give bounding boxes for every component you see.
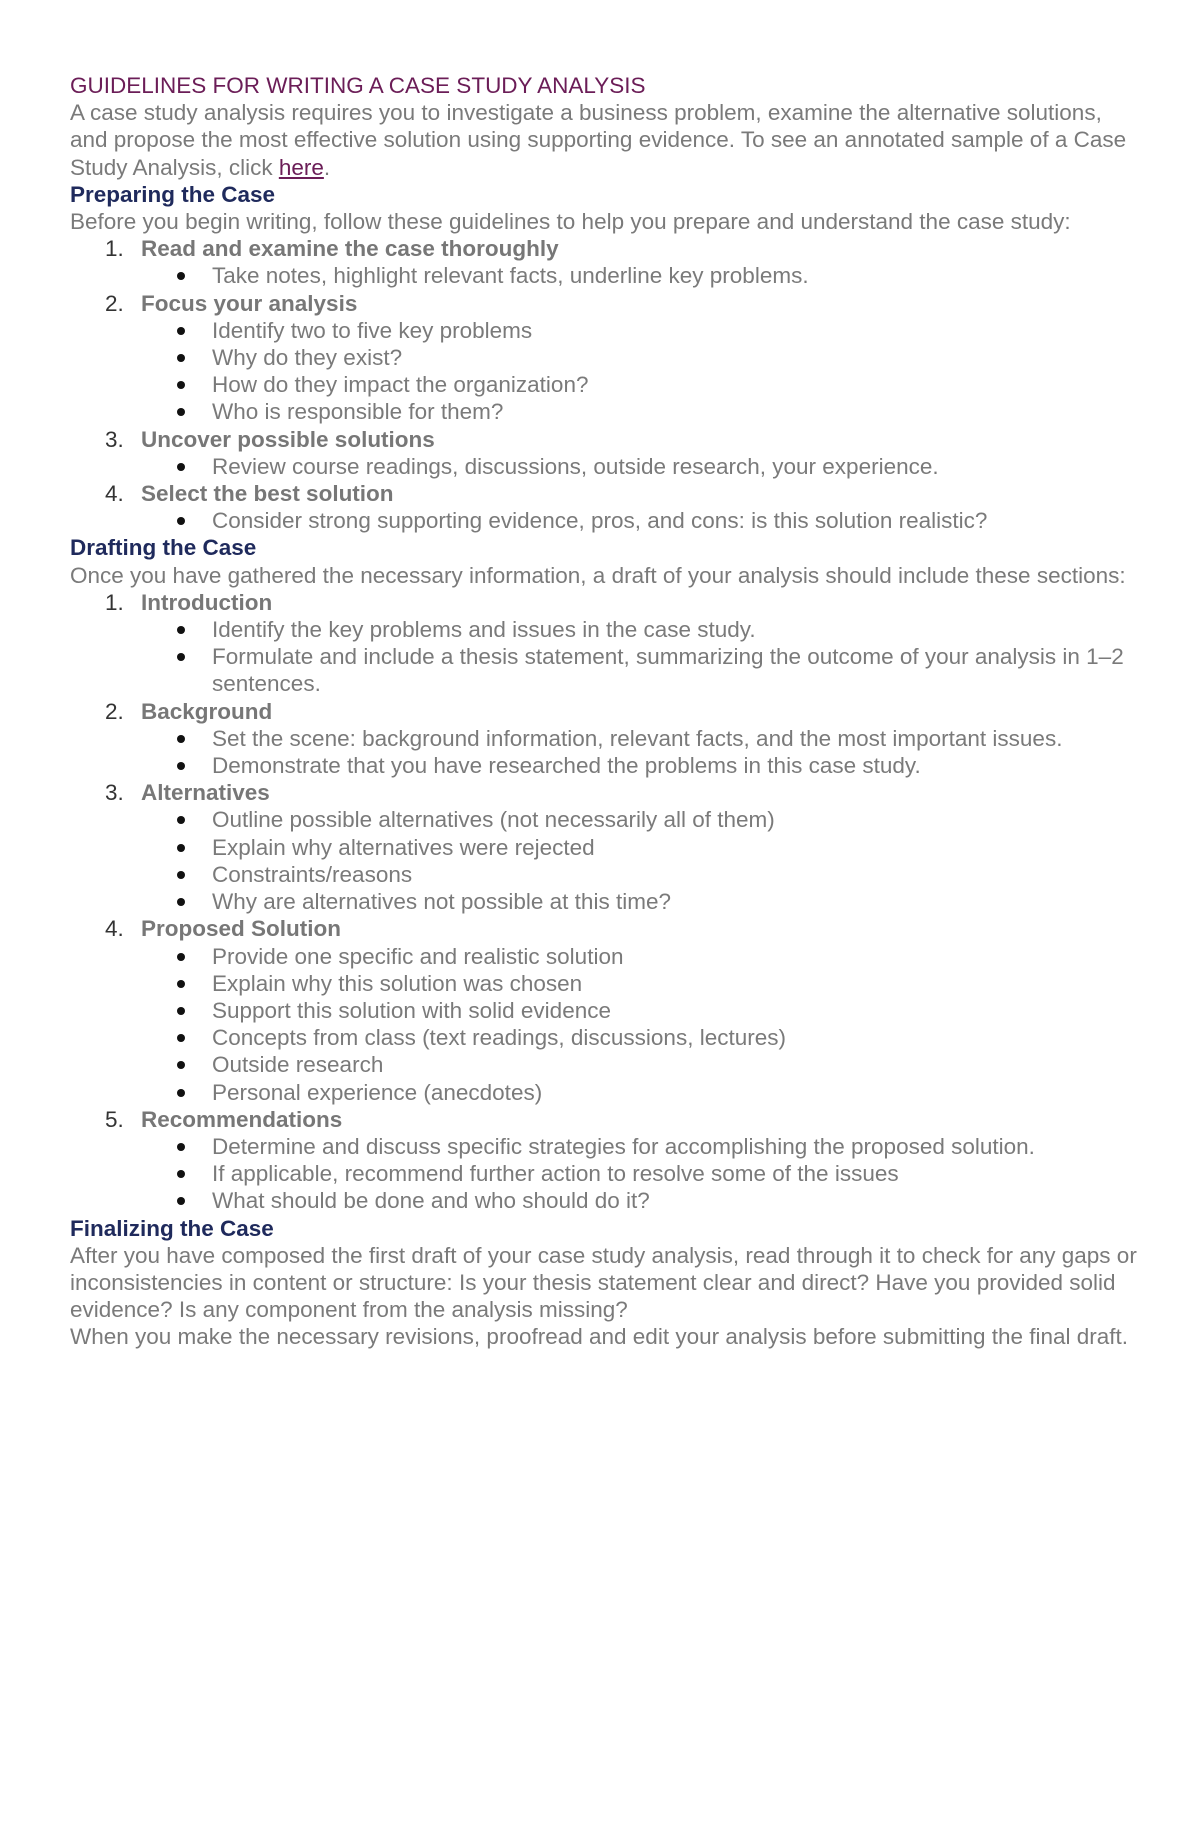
bullet-dot-icon (177, 735, 185, 743)
step-heading (70, 426, 1140, 453)
bullet-dot-icon (177, 816, 185, 824)
step-label: Proposed Solution (141, 916, 341, 942)
bullet-item (70, 752, 1140, 779)
document-page (70, 72, 1140, 1351)
preparing-steps-list (70, 235, 1140, 534)
bullet-dot-icon (177, 898, 185, 906)
bullet-list (70, 262, 1140, 289)
step-number: 4. (105, 916, 124, 942)
step-number: 3. (105, 780, 124, 806)
bullet-text: Determine and discuss specific strategies for accomplishing the proposed solution. (212, 1133, 1035, 1159)
bullet-list (70, 317, 1140, 426)
step-number: 1. (105, 589, 124, 615)
intro-text: A case study analysis requires you to investigate a business problem, examine the alternative solutions, and propose the most effective solution using supporting evidence. To see an annotated sample of a Case Study Analysis, click (70, 100, 1127, 180)
bullet-text: Demonstrate that you have researched the problems in this case study. (212, 753, 921, 779)
bullet-dot-icon (177, 517, 185, 525)
finalizing-heading: Finalizing the Case (70, 1215, 274, 1241)
bullet-dot-icon (177, 762, 185, 770)
bullet-text: Explain why this solution was chosen (212, 970, 583, 996)
bullet-list (70, 453, 1140, 480)
bullet-text: Provide one specific and realistic solution (212, 943, 624, 969)
bullet-text: Take notes, highlight relevant facts, underline key problems. (212, 263, 809, 289)
bullet-item (70, 943, 1140, 970)
bullet-item (70, 1051, 1140, 1078)
bullet-item (70, 453, 1140, 480)
step-item (70, 1106, 1140, 1215)
step-item (70, 235, 1140, 289)
bullet-text: Concepts from class (text readings, discussions, lectures) (212, 1025, 786, 1051)
bullet-dot-icon (177, 272, 185, 280)
bullet-dot-icon (177, 1007, 185, 1015)
bullet-text: Support this solution with solid evidence (212, 997, 611, 1023)
step-label: Introduction (141, 589, 273, 615)
bullet-dot-icon (177, 327, 185, 335)
bullet-item (70, 507, 1140, 534)
step-number: 4. (105, 481, 124, 507)
bullet-text: Explain why alternatives were rejected (212, 834, 595, 860)
preparing-heading: Preparing the Case (70, 181, 276, 207)
intro-end: . (323, 154, 331, 180)
step-heading (70, 779, 1140, 806)
bullet-list (70, 725, 1140, 779)
bullet-item (70, 1079, 1140, 1106)
step-item (70, 698, 1140, 780)
step-label: Uncover possible solutions (141, 426, 435, 452)
bullet-item (70, 262, 1140, 289)
bullet-dot-icon (177, 408, 185, 416)
bullet-item (70, 317, 1140, 344)
step-item (70, 779, 1140, 915)
bullet-text: If applicable, recommend further action to resolve some of the issues (212, 1161, 899, 1187)
bullet-dot-icon (177, 381, 185, 389)
step-number: 1. (105, 236, 124, 262)
step-item (70, 589, 1140, 698)
step-number: 5. (105, 1106, 124, 1132)
step-heading (70, 480, 1140, 507)
step-heading (70, 1106, 1140, 1133)
finalizing-paragraph-1: After you have composed the first draft of your case study analysis, read through it to check for any gaps or inconsistencies in content or structure: Is your thesis statement clear and direct? Have you provided solid evidence? Is any component from the analysis missing? (70, 1242, 1137, 1323)
bullet-text: Review course readings, discussions, outside research, your experience. (212, 453, 939, 479)
bullet-text: Consider strong supporting evidence, pros, and cons: is this solution realistic? (212, 508, 988, 534)
bullet-dot-icon (177, 1143, 185, 1151)
bullet-text: Why are alternatives not possible at this time? (212, 889, 671, 915)
bullet-dot-icon (177, 1089, 185, 1097)
intro-paragraph (70, 99, 1140, 181)
step-heading (70, 290, 1140, 317)
step-number: 2. (105, 698, 124, 724)
bullet-dot-icon (177, 1061, 185, 1069)
step-label: Read and examine the case thoroughly (141, 236, 559, 262)
bullet-dot-icon (177, 871, 185, 879)
bullet-text: Why do they exist? (212, 345, 403, 371)
bullet-item (70, 970, 1140, 997)
bullet-item (70, 398, 1140, 425)
bullet-item (70, 1187, 1140, 1214)
bullet-item (70, 344, 1140, 371)
bullet-item (70, 1024, 1140, 1051)
bullet-item (70, 371, 1140, 398)
bullet-dot-icon (177, 1197, 185, 1205)
bullet-item (70, 806, 1140, 833)
step-label: Select the best solution (141, 481, 394, 507)
bullet-dot-icon (177, 953, 185, 961)
bullet-dot-icon (177, 463, 185, 471)
step-heading (70, 698, 1140, 725)
drafting-intro: Once you have gathered the necessary information, a draft of your analysis should include these sections: (70, 562, 1126, 588)
bullet-list (70, 943, 1140, 1106)
bullet-text: Personal experience (anecdotes) (212, 1079, 543, 1105)
bullet-text: Identify the key problems and issues in the case study. (212, 617, 756, 643)
preparing-intro: Before you begin writing, follow these guidelines to help you prepare and understand the case study: (70, 209, 1071, 235)
bullet-item (70, 1160, 1140, 1187)
step-item (70, 290, 1140, 426)
drafting-heading: Drafting the Case (70, 535, 257, 561)
finalizing-paragraph-2: When you make the necessary revisions, proofread and edit your analysis before submitting the final draft. (70, 1324, 1129, 1350)
step-label: Focus your analysis (141, 290, 358, 316)
bullet-text: Constraints/reasons (212, 861, 413, 887)
bullet-text: Formulate and include a thesis statement, summarizing the outcome of your analysis in 1–2 sentences. (212, 644, 1124, 697)
bullet-text: Identify two to five key problems (212, 317, 533, 343)
step-item (70, 426, 1140, 480)
bullet-text: What should be done and who should do it? (212, 1188, 650, 1214)
step-label: Alternatives (141, 780, 270, 806)
bullet-item (70, 997, 1140, 1024)
bullet-item (70, 643, 1140, 697)
bullet-list (70, 1133, 1140, 1215)
step-item (70, 915, 1140, 1105)
bullet-dot-icon (177, 1034, 185, 1042)
bullet-item (70, 1133, 1140, 1160)
annotated-sample-link[interactable]: here (278, 154, 324, 180)
document-title: GUIDELINES FOR WRITING A CASE STUDY ANALYSIS (70, 73, 646, 98)
step-label: Recommendations (141, 1106, 343, 1132)
bullet-list (70, 507, 1140, 534)
step-number: 2. (105, 290, 124, 316)
bullet-text: Who is responsible for them? (212, 399, 504, 425)
bullet-text: Outline possible alternatives (not necessarily all of them) (212, 807, 775, 833)
bullet-list (70, 806, 1140, 915)
bullet-item (70, 725, 1140, 752)
bullet-item (70, 616, 1140, 643)
drafting-steps-list (70, 589, 1140, 1215)
step-heading (70, 589, 1140, 616)
bullet-dot-icon (177, 980, 185, 988)
bullet-dot-icon (177, 653, 185, 661)
bullet-item (70, 888, 1140, 915)
step-item (70, 480, 1140, 534)
bullet-text: Outside research (212, 1052, 384, 1078)
bullet-dot-icon (177, 1170, 185, 1178)
step-heading (70, 235, 1140, 262)
step-heading (70, 915, 1140, 942)
bullet-list (70, 616, 1140, 698)
bullet-dot-icon (177, 626, 185, 634)
bullet-item (70, 834, 1140, 861)
bullet-dot-icon (177, 844, 185, 852)
bullet-item (70, 861, 1140, 888)
bullet-text: Set the scene: background information, relevant facts, and the most important issues. (212, 725, 1063, 751)
step-label: Background (141, 698, 273, 724)
step-number: 3. (105, 426, 124, 452)
bullet-text: How do they impact the organization? (212, 372, 589, 398)
bullet-dot-icon (177, 354, 185, 362)
